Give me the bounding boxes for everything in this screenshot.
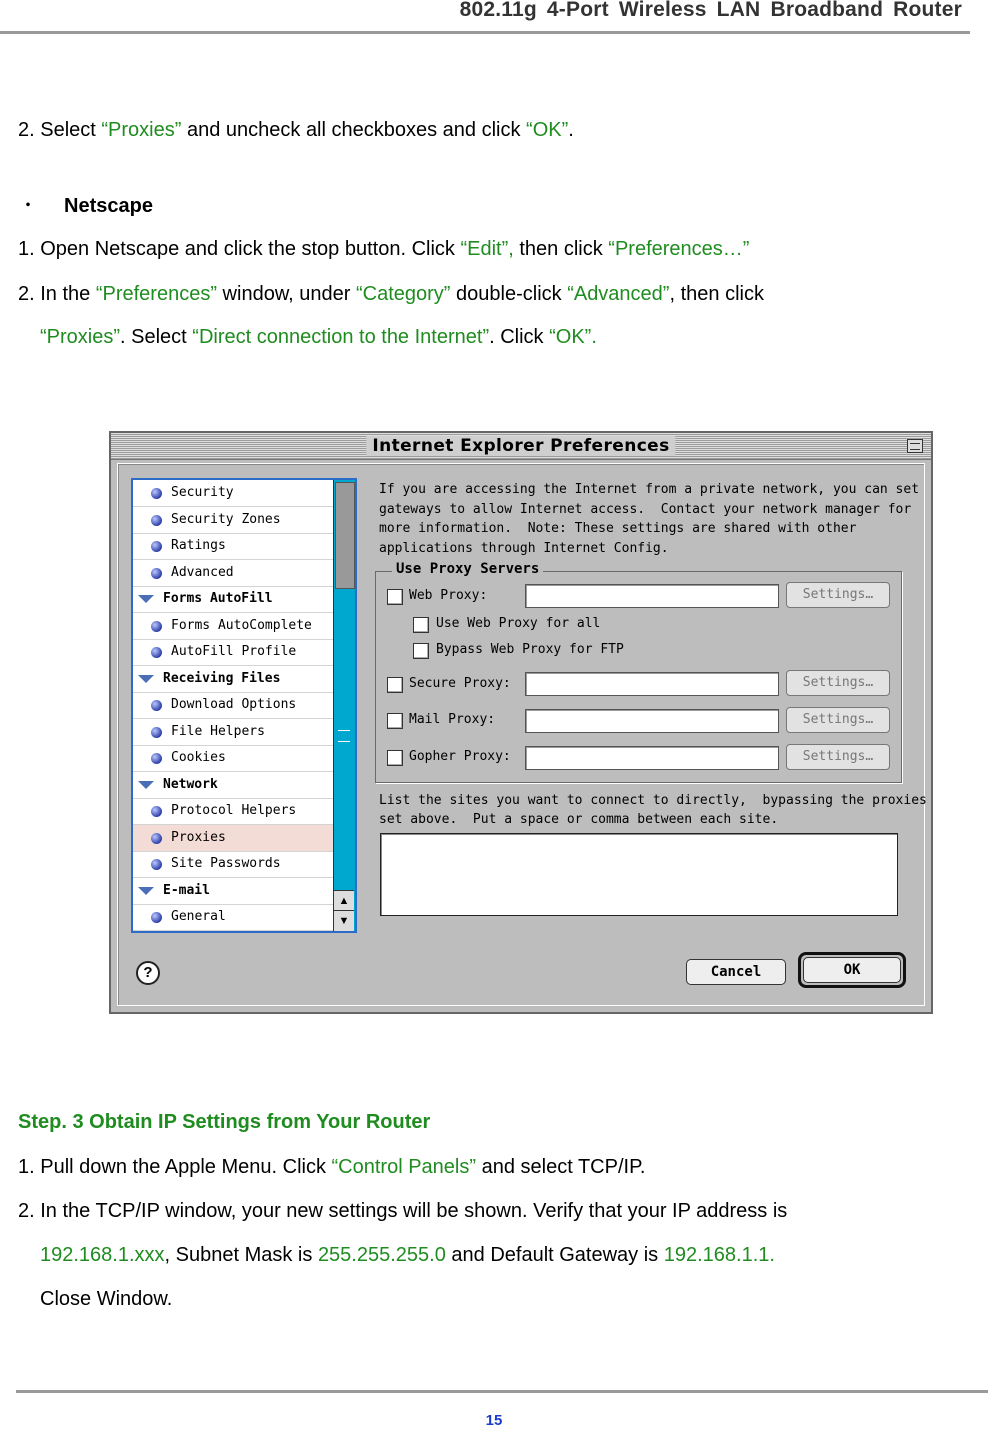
dialog-title: Internet Explorer Preferences [366,436,675,456]
step3-close: Close Window. [40,1288,173,1310]
step3-item-1 [18,1155,645,1179]
mail-proxy-checkbox[interactable] [387,713,403,729]
bullet-icon [151,568,162,579]
highlight: “Advanced” [567,283,670,305]
gopher-proxy-label: Gopher Proxy: [409,749,511,764]
footer-rule [16,1390,988,1393]
netscape-heading [18,194,153,218]
bullet-icon [151,647,162,658]
secure-proxy-settings-button[interactable]: Settings… [786,670,890,696]
web-proxy-checkbox[interactable] [387,589,403,605]
mail-proxy-field[interactable] [525,709,779,733]
text: then click [513,238,609,260]
disclosure-triangle-icon[interactable] [138,887,154,895]
help-icon[interactable]: ? [136,961,160,985]
sidebar-item-label: Network [163,776,218,792]
bypass-ftp-label: Bypass Web Proxy for FTP [436,642,624,657]
bullet-icon [151,515,162,526]
netscape-step-2 [18,282,764,306]
bypass-instructions: List the sites you want to connect to directly, bypassing the proxies set above. Put a space or comma between each site. [379,793,927,827]
sidebar-item-label: Download Options [171,697,297,712]
category-list [131,478,357,933]
text: 1. Pull down the Apple Menu. Click [18,1156,332,1178]
sidebar-item-label: Protocol Helpers [171,803,297,818]
secure-proxy-label: Secure Proxy: [409,676,511,691]
zoom-box-icon[interactable] [907,439,923,453]
disclosure-triangle-icon[interactable] [138,595,154,603]
sidebar-item-label: Advanced [171,564,234,580]
web-proxy-field[interactable] [525,584,779,608]
list-scrollbar[interactable] [333,480,355,931]
use-web-proxy-all-label: Use Web Proxy for all [436,616,601,631]
bullet-icon [151,541,162,552]
sidebar-item-cookies[interactable] [133,745,333,772]
sidebar-item-autofill-profile[interactable] [133,639,333,666]
text: and uncheck all checkboxes and click [181,119,527,141]
text: . Click [489,326,550,348]
sidebar-item-label: AutoFill Profile [171,644,297,659]
highlight: “Direct connection to the Internet” [192,326,490,348]
gopher-proxy-checkbox[interactable] [387,750,403,766]
text: . Select [120,326,193,348]
highlight-preferences: “Preferences…” [608,238,750,260]
sidebar-item-general[interactable] [133,904,333,931]
page-number: 15 [485,1412,503,1429]
default-gateway: 192.168.1.1. [663,1244,775,1266]
group-title: Use Proxy Servers [392,561,543,577]
sidebar-item-forms-autofill[interactable] [133,586,333,613]
bypass-ftp-checkbox[interactable] [413,643,429,659]
text: and select TCP/IP. [476,1156,646,1178]
sidebar-item-label: Cookies [171,750,226,765]
sidebar-item-advanced[interactable] [133,560,333,587]
ie-preferences-dialog [109,431,933,1014]
ip-address: 192.168.1.xxx [40,1244,165,1266]
subnet-mask: 255.255.255.0 [317,1244,446,1266]
sidebar-item-label: General [171,909,226,924]
sidebar-item-label: Proxies [171,829,226,845]
sidebar-item-site-passwords[interactable] [133,851,333,878]
disclosure-triangle-icon[interactable] [138,675,154,683]
highlight-edit: “Edit”, [460,238,514,260]
use-web-proxy-all-checkbox[interactable] [413,617,429,633]
bullet-icon [151,912,162,923]
web-proxy-settings-button[interactable]: Settings… [786,582,890,608]
highlight-ok: “OK” [526,119,569,141]
sidebar-item-label: Site Passwords [171,856,281,871]
text: and Default Gateway is [445,1244,664,1266]
bypass-sites-textarea[interactable] [380,833,898,916]
mail-proxy-settings-button[interactable]: Settings… [786,707,890,733]
sidebar-item-label: Forms AutoComplete [171,617,312,633]
sidebar-item-label: File Helpers [171,723,265,739]
sidebar-item-label: Receiving Files [163,670,281,686]
text: . [568,119,574,141]
scroll-grip-icon [338,730,350,742]
sidebar-item-label: E-mail [163,882,210,898]
sidebar-item-receiving-files[interactable] [133,666,333,693]
sidebar-item-ratings[interactable] [133,533,333,560]
sidebar-item-proxies[interactable] [133,825,333,852]
scroll-thumb[interactable] [335,482,355,589]
text: 2. In the [18,283,96,305]
bullet-icon [151,806,162,817]
netscape-title: Netscape [64,195,153,217]
disclosure-triangle-icon[interactable] [138,781,154,789]
sidebar-item-label: Security [171,485,234,500]
page-header [0,0,970,34]
bullet-icon [151,621,162,632]
sidebar-item-download-options[interactable] [133,692,333,719]
highlight: “OK”. [549,326,597,348]
highlight-proxies: “Proxies” [101,119,182,141]
sidebar-item-network[interactable] [133,772,333,799]
bullet-icon [151,700,162,711]
dialog-title-bar[interactable] [111,433,931,460]
sidebar-item-label: Forms AutoFill [163,591,273,606]
step3-item-2-cont [40,1243,775,1267]
ok-button[interactable]: OK [803,957,901,983]
scroll-up-arrow-icon[interactable]: ▲ [334,890,354,911]
web-proxy-label: Web Proxy: [409,588,488,603]
sidebar-item-label: Ratings [171,538,226,553]
bullet-icon [151,488,162,499]
mail-proxy-label: Mail Proxy: [409,712,496,727]
header-title: 802.11g 4-Port Wireless LAN Broadband Router [459,0,962,21]
sidebar-item-security[interactable] [133,480,333,507]
highlight-control-panels: “Control Panels” [331,1156,477,1178]
highlight: “Category” [355,283,451,305]
netscape-step-1 [18,237,749,261]
sidebar-item-security-zones[interactable] [133,507,333,534]
text: , Subnet Mask is [164,1244,318,1266]
highlight: “Proxies” [40,326,121,348]
cancel-button[interactable]: Cancel [686,959,786,985]
sidebar-item-label: Security Zones [171,511,281,527]
step3-item-2: 2. In the TCP/IP window, your new settings will be shown. Verify that your IP address is [18,1200,788,1222]
bullet-icon [151,859,162,870]
text: double-click [450,283,568,305]
intro-text: If you are accessing the Internet from a private network, you can set gateways to allow Internet access. Contact your network manager for more information. Note: These settings are shared with other applications through Internet Config. [379,482,920,556]
sidebar-item-forms-autocomplete[interactable] [133,613,333,640]
bullet-icon [151,727,162,738]
bullet-icon [151,833,162,844]
netscape-step-2-cont [40,325,597,349]
sidebar-item-e-mail[interactable] [133,878,333,905]
scroll-down-arrow-icon[interactable]: ▼ [334,910,354,931]
secure-proxy-field[interactable] [525,672,779,696]
bullet: ・ [18,195,38,217]
text: 1. Open Netscape and click the stop button. Click [18,238,461,260]
secure-proxy-checkbox[interactable] [387,677,403,693]
para-select-proxies [18,118,574,142]
gopher-proxy-field[interactable] [525,746,779,770]
text: , then click [669,283,764,305]
gopher-proxy-settings-button[interactable]: Settings… [786,744,890,770]
sidebar-item-file-helpers[interactable] [133,719,333,746]
highlight: “Preferences” [95,283,217,305]
sidebar-item-protocol-helpers[interactable] [133,798,333,825]
text: 2. Select [18,119,102,141]
text: window, under [217,283,356,305]
step3-heading: Step. 3 Obtain IP Settings from Your Router [18,1111,431,1133]
bullet-icon [151,753,162,764]
